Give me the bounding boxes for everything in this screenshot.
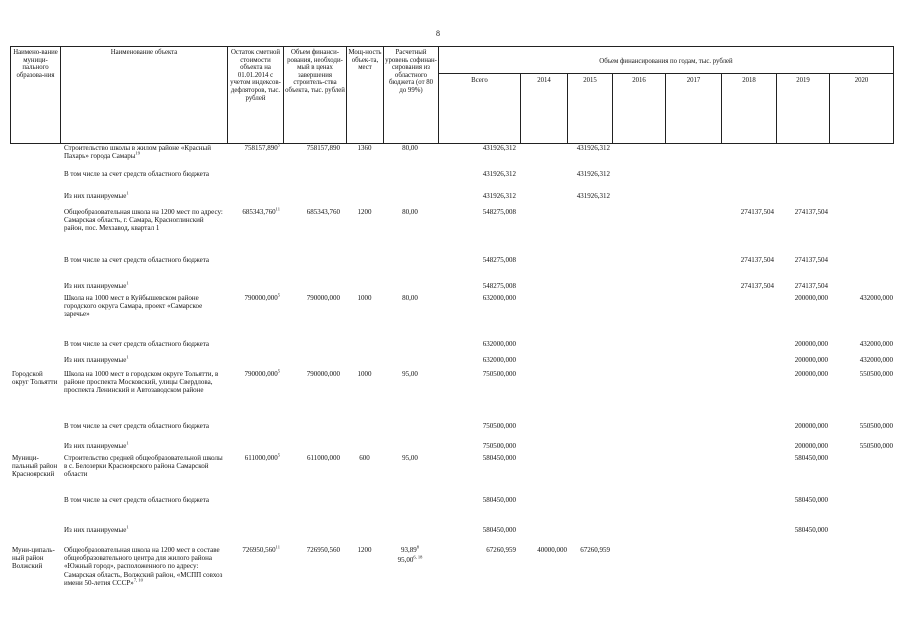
cell-y2020 (825, 422, 893, 430)
cell-total (438, 370, 516, 378)
cell-total-text: 431926,312 (482, 144, 516, 152)
cell-total-text: 580450,000 (482, 454, 516, 462)
page-number: 8 (436, 29, 440, 38)
cell-total (438, 294, 516, 302)
cell-y2019 (768, 370, 828, 378)
cell-total (438, 282, 516, 290)
cell-y2019 (768, 208, 828, 216)
footnote-mark: 1 (126, 280, 129, 286)
cell-volume-text: 611000,000 (307, 454, 340, 462)
cell-y2019-text: 200000,000 (794, 356, 828, 364)
cell-object (64, 208, 224, 233)
cell-object (64, 256, 224, 264)
cell-y2019-text: 200000,000 (794, 442, 828, 450)
cell-object-text: Школа на 1000 мест в городском округе Тольятти, в районе проспекта Московский, улицы Свердлова, проспекта Ленинский и Автозаводском районе (64, 370, 219, 395)
cell-y2014-text: 40000,000 (537, 546, 567, 554)
cell-remaining (220, 294, 280, 302)
cell-total (438, 546, 516, 554)
cell-y2015-text: 67260,959 (580, 546, 610, 554)
cell-total-text: 632000,000 (482, 356, 516, 364)
cell-level-text: 95,00 (402, 454, 418, 462)
cell-level-text: 80,00 (402, 208, 418, 216)
cell-volume-text: 790000,000 (306, 294, 340, 302)
cell-total-text: 431926,312 (482, 192, 516, 200)
cell-y2020 (825, 356, 893, 364)
cell-remaining (220, 546, 280, 554)
cell-total-text: 750500,000 (482, 442, 516, 450)
footnote-mark: 8 (416, 544, 419, 550)
cell-y2019 (768, 496, 828, 504)
cell-y2019-text: 274137,504 (794, 208, 828, 216)
footnote-mark: 1 (126, 354, 129, 360)
cell-object-text: В том числе за счет средств областного бюджета (64, 496, 210, 504)
cell-object (64, 170, 224, 178)
cell-capacity-text: 1200 (357, 546, 372, 554)
footnote-mark: 1 (126, 190, 129, 196)
cell-y2018 (714, 282, 774, 290)
cell-total (438, 256, 516, 264)
cell-y2020 (825, 442, 893, 450)
cell-level (384, 370, 436, 378)
cell-object-text: Общеобразовательная школа на 1200 мест в составе общеобразовательного центра для жилого района «Южный город», расположенного по адресу: Самарская область, Волжский район, «МСПП совхоз имени 50-летия СССР» (64, 546, 223, 587)
cell-y2019-text: 200000,000 (794, 294, 828, 302)
cell-y2019 (768, 526, 828, 534)
footnote-mark: 5 (277, 452, 280, 458)
cell-y2019 (768, 356, 828, 364)
cell-total (438, 496, 516, 504)
cell-y2019-text: 580450,000 (794, 454, 828, 462)
cell-y2018-text: 274137,504 (740, 256, 774, 264)
cell-total (438, 422, 516, 430)
cell-y2015 (558, 144, 610, 152)
cell-object (64, 546, 224, 587)
cell-y2019 (768, 422, 828, 430)
cell-capacity-text: 1000 (357, 294, 372, 302)
header-year-2019: 2019 (796, 77, 810, 84)
cell-total-text: 750500,000 (482, 370, 516, 378)
cell-object (64, 526, 224, 534)
cell-total-text: 67260,959 (486, 546, 516, 554)
cell-y2019-text: 274137,504 (794, 282, 828, 290)
header-year-2014: 2014 (537, 77, 551, 84)
header-year-total: Всего (471, 77, 488, 84)
cell-y2018-text: 274137,504 (740, 282, 774, 290)
cell-y2019 (768, 442, 828, 450)
footnote-mark: 1 (126, 440, 129, 446)
cell-y2015 (558, 192, 610, 200)
cell-capacity (347, 546, 382, 554)
cell-total (438, 144, 516, 152)
cell-object-text: Из них планируемые (64, 442, 127, 450)
table-header (10, 46, 894, 144)
header-capacity: Мощ-ность объек-та, мест (348, 49, 382, 72)
cell-total (438, 170, 516, 178)
cell-object-text: Из них планируемые (64, 282, 127, 290)
cell-total (438, 526, 516, 534)
cell-total-text: 548275,008 (482, 256, 516, 264)
cell-y2020-text: 432000,000 (859, 294, 893, 302)
cell-total-text: 431926,312 (482, 170, 516, 178)
footnote-mark: 6, 18 (413, 554, 423, 560)
cell-capacity-text: 1000 (357, 370, 372, 378)
cell-total-text: 580450,000 (482, 496, 516, 504)
header-cell-object (60, 46, 228, 144)
cell-level-text: 80,00 (402, 294, 418, 302)
cell-object (64, 144, 224, 160)
footnote-mark: 1 (126, 524, 129, 530)
header-object: Наименование объекта (110, 49, 178, 56)
cell-y2019-text: 274137,504 (794, 256, 828, 264)
cell-volume (278, 370, 340, 378)
cell-total-text: 632000,000 (482, 294, 516, 302)
cell-y2015 (558, 170, 610, 178)
cell-y2015-text: 431926,312 (576, 144, 610, 152)
header-year-2015: 2015 (583, 77, 597, 84)
cell-y2018 (714, 208, 774, 216)
cell-remaining (220, 144, 280, 152)
footnote-mark: 7, 10 (133, 577, 143, 583)
cell-volume (278, 144, 340, 152)
cell-object (64, 192, 224, 200)
cell-capacity (347, 144, 382, 152)
cell-total (438, 442, 516, 450)
header-municipality: Наимено-вание муници-пального образова-ния (13, 49, 58, 79)
cell-level (384, 546, 436, 554)
cell-object (64, 422, 224, 430)
cell-object-text: В том числе за счет средств областного бюджета (64, 256, 210, 264)
cell-volume (278, 454, 340, 462)
cell-capacity (347, 294, 382, 302)
cell-object-text: Строительство средней общеобразовательной школы в с. Белозерки Красноярского района Самарской области (64, 454, 223, 479)
cell-y2015 (558, 546, 610, 554)
cell-y2019-text: 580450,000 (794, 496, 828, 504)
cell-total (438, 454, 516, 462)
cell-muni-text: Муни-ципаль-ный район Волжский (12, 546, 55, 571)
cell-remaining-text: 611000,000 (244, 454, 278, 462)
cell-total-text: 750500,000 (482, 422, 516, 430)
header-year-2018: 2018 (742, 77, 756, 84)
header-year-2020: 2020 (854, 77, 869, 84)
cell-capacity-text: 1360 (357, 144, 372, 152)
cell-object (64, 442, 224, 450)
cell-y2018-text: 274137,504 (740, 208, 774, 216)
cell-y2019 (768, 282, 828, 290)
footnote-mark: 11 (275, 206, 280, 212)
cell-remaining (220, 208, 280, 216)
cell-level (384, 208, 436, 216)
cell-object-text: Строительство школы в жилом районе «Красный Пахарь» города Самары (64, 144, 211, 161)
cell-total-text: 548275,008 (482, 282, 516, 290)
cell-y2019 (768, 340, 828, 348)
cell-volume-text: 758157,890 (306, 144, 340, 152)
cell-muni (12, 454, 58, 479)
cell-remaining (220, 454, 280, 462)
cell-object (64, 496, 224, 504)
cell-object (64, 370, 224, 395)
cell-level (384, 454, 436, 462)
cell-capacity (347, 370, 382, 378)
cell-level-text: 95,00 (402, 370, 418, 378)
cell-y2019-text: 580450,000 (794, 526, 828, 534)
cell-volume-text: 726950,560 (306, 546, 340, 554)
footnote-mark: 5 (277, 292, 280, 298)
cell-object (64, 356, 224, 364)
cell-level-alt-text: 95,00 (397, 556, 414, 564)
cell-total-text: 548275,008 (482, 208, 516, 216)
cell-level-alt (384, 556, 436, 564)
cell-y2020-text: 432000,000 (859, 340, 893, 348)
cell-y2019 (768, 256, 828, 264)
cell-object-text: В том числе за счет средств областного бюджета (64, 422, 210, 430)
header-year-2017: 2017 (686, 77, 701, 84)
cell-muni (12, 546, 58, 571)
footnote-mark: 5 (277, 368, 280, 374)
cell-y2020-text: 550500,000 (859, 422, 893, 430)
header-volume: Объем финанси-рования, необходи-мый в ценах завершения строитель-ства объекта, тыс. рублей (285, 49, 345, 94)
cell-y2019-text: 200000,000 (794, 340, 828, 348)
cell-remaining-text: 790000,000 (244, 294, 278, 302)
cell-y2019 (768, 294, 828, 302)
cell-object (64, 454, 224, 479)
cell-y2019-text: 200000,000 (794, 422, 828, 430)
footnote-mark: 5 (277, 142, 280, 148)
cell-total (438, 208, 516, 216)
cell-object (64, 340, 224, 348)
cell-level-text: 93,89 (401, 546, 417, 554)
cell-level-text: 80,00 (402, 144, 418, 152)
cell-y2018 (714, 256, 774, 264)
cell-capacity-text: 600 (359, 454, 370, 462)
cell-remaining (220, 370, 280, 378)
cell-y2020-text: 432000,000 (859, 356, 893, 364)
cell-capacity-text: 1200 (357, 208, 372, 216)
cell-volume-text: 685343,760 (306, 208, 340, 216)
cell-total (438, 340, 516, 348)
cell-y2020 (825, 294, 893, 302)
cell-volume (278, 294, 340, 302)
header-financing: Объем финансирования по годам, тыс. рублей (599, 58, 733, 65)
cell-muni (12, 370, 58, 386)
cell-y2015-text: 431926,312 (576, 192, 610, 200)
cell-level (384, 144, 436, 152)
cell-capacity (347, 208, 382, 216)
cell-object (64, 294, 224, 319)
cell-object-text: В том числе за счет средств областного бюджета (64, 170, 210, 178)
cell-total (438, 192, 516, 200)
cell-object-text: В том числе за счет средств областного бюджета (64, 340, 210, 348)
cell-total (438, 356, 516, 364)
cell-y2020 (825, 340, 893, 348)
cell-object-text: Общеобразовательная школа на 1200 мест по адресу: Самарская область, г. Самара, Красноглинский район, пос. Мехзавод, квартал 1 (64, 208, 223, 233)
cell-y2015-text: 431926,312 (576, 170, 610, 178)
cell-object-text: Из них планируемые (64, 356, 127, 364)
cell-remaining-text: 758157,890 (244, 144, 278, 152)
cell-object-text: Школа на 1000 мест в Куйбышевском районе городского округа Самара, проект «Самарское заречье» (64, 294, 203, 319)
cell-muni-text: Муници-пальный район Красноярский (12, 454, 58, 479)
header-remaining: Остаток сметной стоимости объекта на 01.01.2014 с учетом индексов-дефляторов, тыс. рублей (230, 49, 281, 102)
cell-y2020-text: 550500,000 (859, 442, 893, 450)
footnote-mark: 19 (135, 150, 141, 156)
cell-total-text: 632000,000 (482, 340, 516, 348)
cell-remaining-text: 685343,760 (242, 208, 276, 216)
cell-y2019-text: 200000,000 (794, 370, 828, 378)
cell-object (64, 282, 224, 290)
cell-volume-text: 790000,000 (306, 370, 340, 378)
cell-capacity (347, 454, 382, 462)
cell-object-text: Из них планируемые (64, 526, 127, 534)
cell-y2019 (768, 454, 828, 462)
cell-y2020-text: 550500,000 (859, 370, 893, 378)
cell-object-text: Из них планируемые (64, 192, 127, 200)
cell-remaining-text: 790000,000 (244, 370, 278, 378)
cell-muni-text: Городской округ Тольятти (12, 370, 58, 387)
cell-total-text: 580450,000 (482, 526, 516, 534)
cell-remaining-text: 726950,560 (242, 546, 276, 554)
cell-level (384, 294, 436, 302)
footnote-mark: 11 (275, 544, 280, 550)
header-year-2016: 2016 (632, 77, 646, 84)
header-level: Расчетный уровень софинан-сирования из областного бюджета (от 80 до 99%) (385, 49, 437, 94)
cell-y2020 (825, 370, 893, 378)
